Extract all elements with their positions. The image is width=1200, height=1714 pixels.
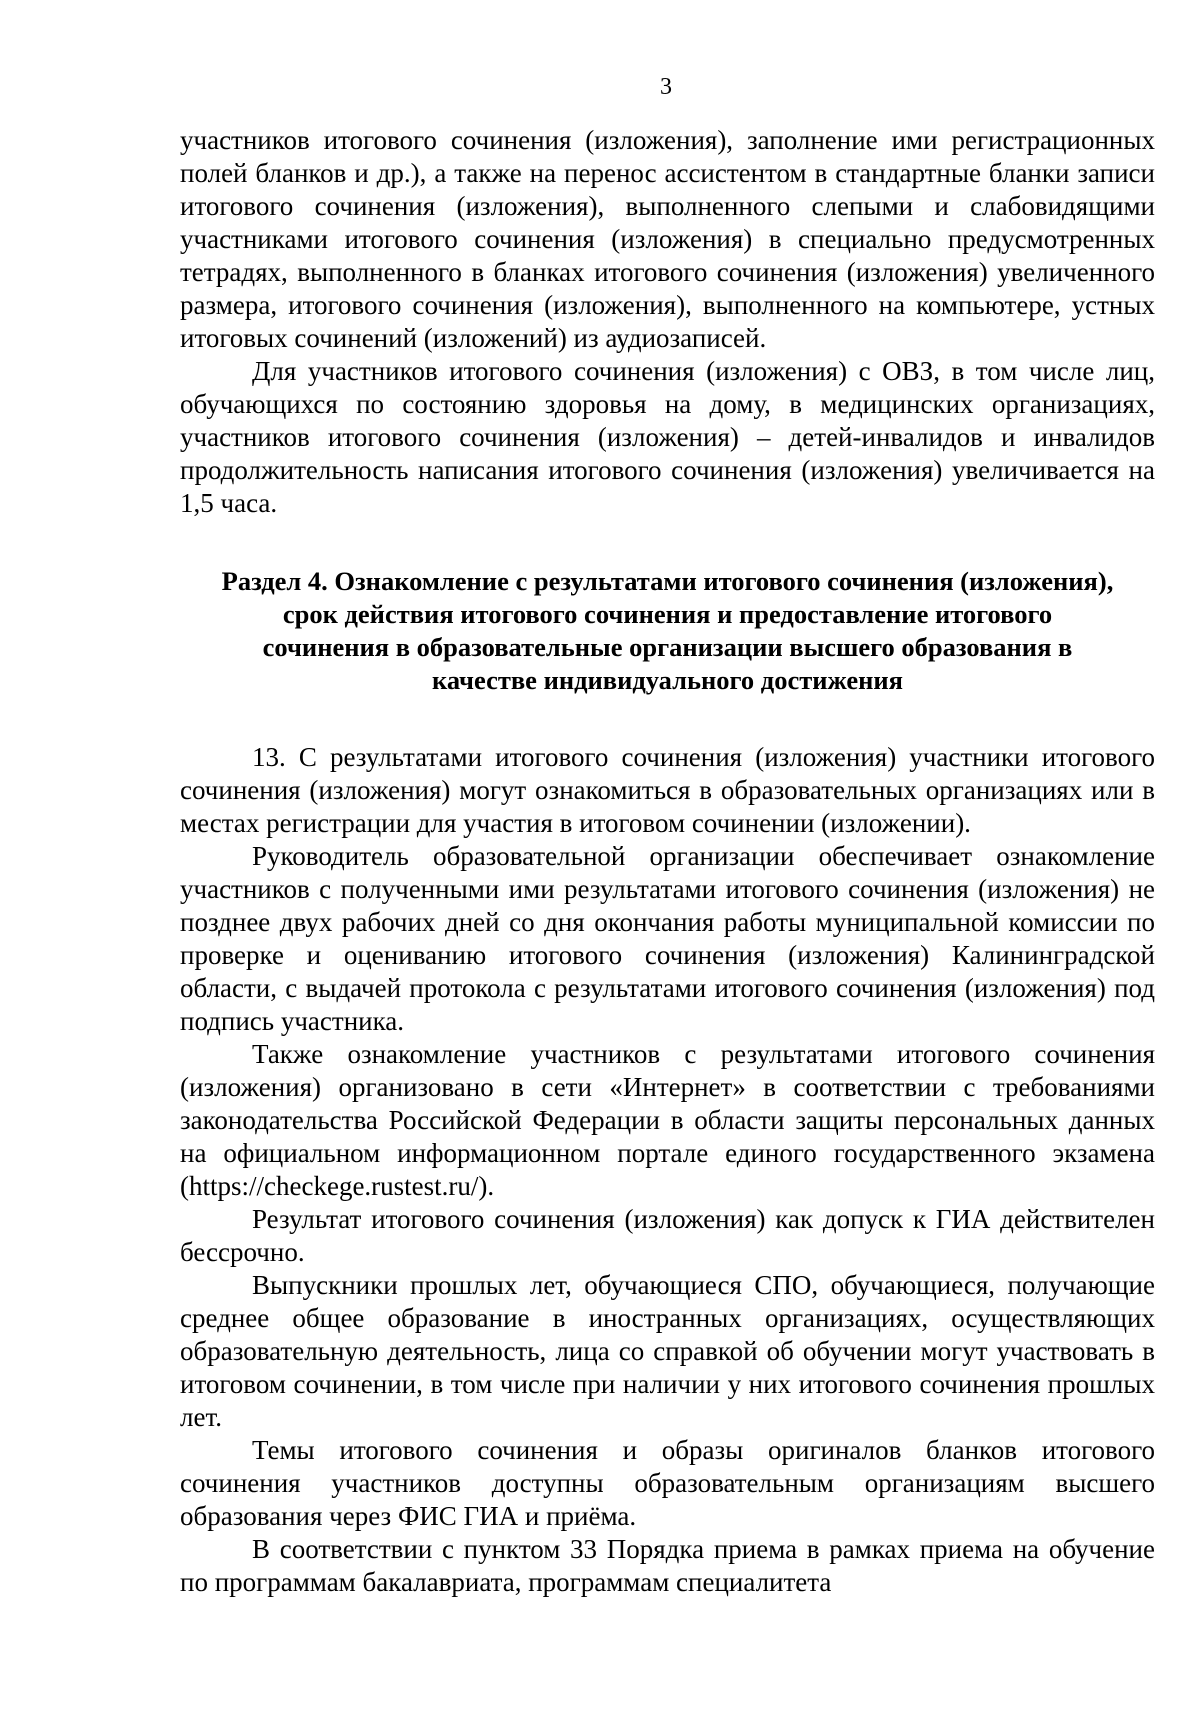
paragraph-ovz-duration: Для участников итогового сочинения (изложения) с ОВЗ, в том числе лиц, обучающихся по состоянию здоровья на дому, в медицинских организациях, участников итогового сочинения (изложения) – детей-инвалидов и инвалидов продолжительность написания итогового сочинения (изложения) увеличивается на 1,5 часа. xyxy=(180,356,1155,518)
paragraph-admission-procedure: В соответствии с пунктом 33 Порядка приема в рамках приема на обучение по программам бакалавриата, программам специалитета xyxy=(180,1534,1155,1597)
paragraph-head-of-organization: Руководитель образовательной организации обеспечивает ознакомление участников с полученными ими результатами итогового сочинения (изложения) не позднее двух рабочих дней со дня окончания работы муниципальной комиссии по проверке и оцениванию итогового сочинения (изложения) Калининградской области, с выдачей протокола с результатами итогового сочинения (изложения) под подпись участника. xyxy=(180,841,1155,1036)
paragraph-item-13: 13. С результатами итогового сочинения (изложения) участники итогового сочинения (изложения) могут ознакомиться в образовательных организациях или в местах регистрации для участия в итоговом сочинении (изложении). xyxy=(180,742,1155,838)
paragraph-continuation: участников итогового сочинения (изложения), заполнение ими регистрационных полей бланков и др.), а также на перенос ассистентом в стандартные бланки записи итогового сочинения (изложения), выполненного слепыми и слабовидящими участниками итогового сочинения (изложения) в специально предусмотренных тетрадях, выполненного в бланках итогового сочинения (изложения) увеличенного размера, итогового сочинения (изложения), выполненного на компьютере, устных итоговых сочинений (изложений) из аудиозаписей. xyxy=(180,125,1155,353)
paragraph-internet-results: Также ознакомление участников с результатами итогового сочинения (изложения) организовано в сети «Интернет» в соответствии с требованиями законодательства Российской Федерации в области защиты персональных данных на официальном информационном портале единого государственного экзамена (https://checkege.rustest.ru/). xyxy=(180,1039,1155,1201)
page-number: 3 xyxy=(660,74,672,100)
paragraph-graduates: Выпускники прошлых лет, обучающиеся СПО, обучающиеся, получающие среднее общее образование в иностранных организациях, осуществляющих образовательную деятельность, лица со справкой об обучении могут участвовать в итоговом сочинении, в том числе при наличии у них итогового сочинения прошлых лет. xyxy=(180,1270,1155,1432)
paragraph-validity: Результат итогового сочинения (изложения) как допуск к ГИА действителен бессрочно. xyxy=(180,1204,1155,1267)
paragraph-topics-access: Темы итогового сочинения и образы оригиналов бланков итогового сочинения участников доступны образовательным организациям высшего образования через ФИС ГИА и приёма. xyxy=(180,1435,1155,1531)
section-heading: Раздел 4. Ознакомление с результатами итогового сочинения (изложения), срок действия итогового сочинения и предоставление итогового сочинения в образовательные организации высшего образования в качестве индивидуального достижения xyxy=(221,566,1114,695)
document-body xyxy=(180,124,1155,1599)
